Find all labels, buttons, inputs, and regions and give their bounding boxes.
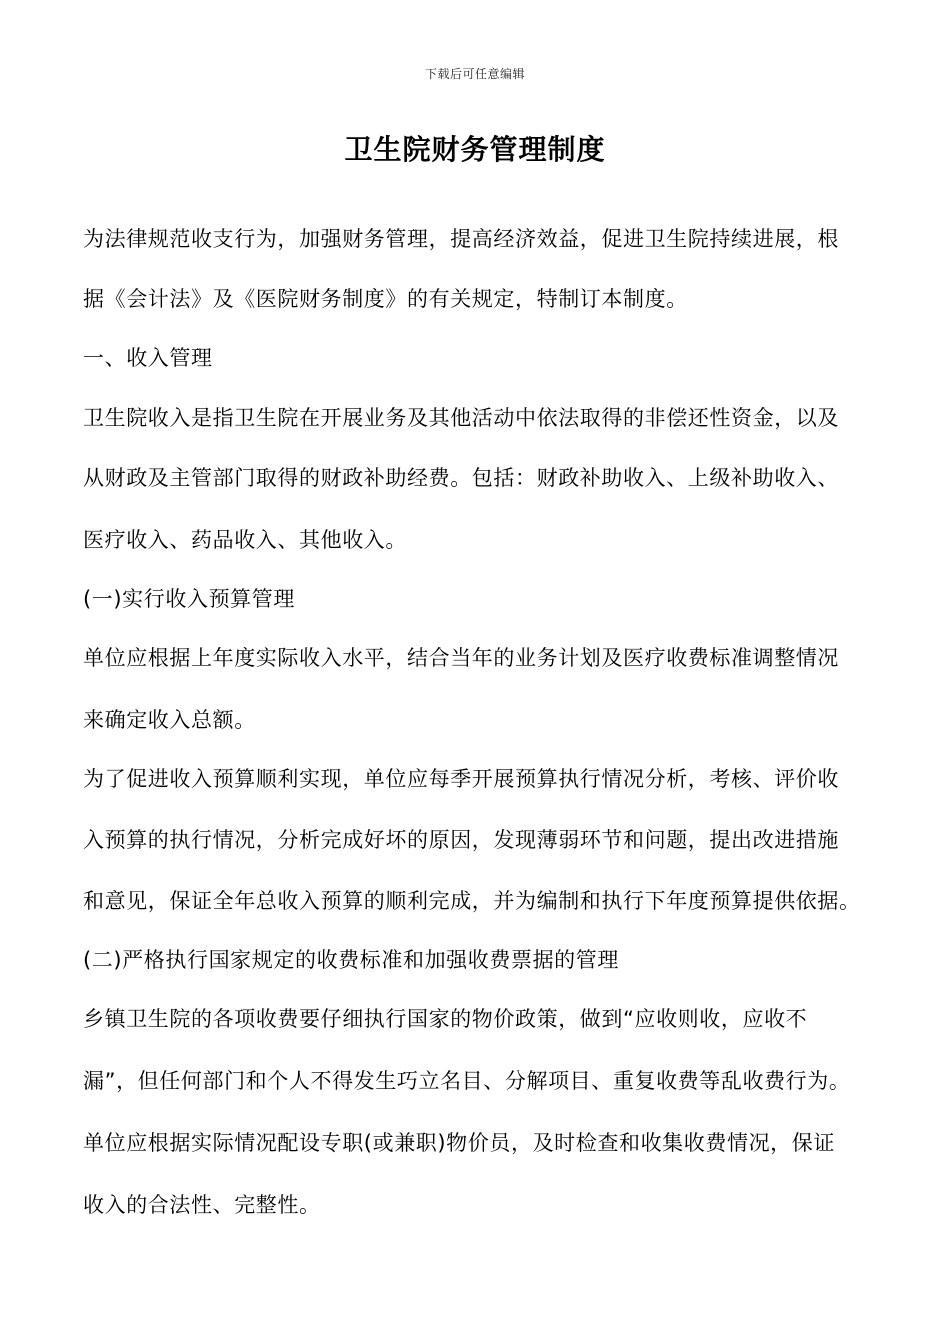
subsection-heading: (二)严格执行国家规定的收费标准和加强收费票据的管理 xyxy=(83,948,619,972)
paragraph-line: 为法律规范收支行为，加强财务管理，提高经济效益，促进卫生院持续进展，根 xyxy=(83,227,839,251)
paragraph-line: 乡镇卫生院的各项收费要仔细执行国家的物价政策，做到“应收则收，应收不 xyxy=(83,1007,808,1031)
paragraph-line: 单位应根据实际情况配设专职(或兼职)物价员，及时检查和收集收费情况，保证 xyxy=(83,1131,835,1155)
subsection-heading: (一)实行收入预算管理 xyxy=(83,587,295,611)
paragraph-line: 和意见，保证全年总收入预算的顺利完成，并为编制和执行下年度预算提供依据。 xyxy=(83,889,861,913)
paragraph-line: 为了促进收入预算顺利实现，单位应每季开展预算执行情况分析，考核、评价收 xyxy=(83,767,839,791)
document-title: 卫生院财务管理制度 xyxy=(344,133,606,166)
paragraph-line: 单位应根据上年度实际收入水平，结合当年的业务计划及医疗收费标准调整情况 xyxy=(83,646,839,670)
section-heading: 一、收入管理 xyxy=(83,346,213,370)
paragraph-line: 据《会计法》及《医院财务制度》的有关规定，特制订本制度。 xyxy=(83,287,688,311)
paragraph-line: 来确定收入总额。 xyxy=(83,708,256,732)
paragraph-line: 漏”，但任何部门和个人不得发生巧立名目、分解项目、重复收费等乱收费行为。 xyxy=(83,1069,851,1093)
paragraph-line: 从财政及主管部门取得的财政补助经费。包括：财政补助收入、上级补助收入、 xyxy=(83,466,839,490)
paragraph-line: 收入的合法性、完整性。 xyxy=(83,1193,321,1217)
header-note: 下载后可任意编辑 xyxy=(424,67,525,81)
paragraph-line: 卫生院收入是指卫生院在开展业务及其他活动中依法取得的非偿还性资金，以及 xyxy=(83,406,839,430)
paragraph-line: 医疗收入、药品收入、其他收入。 xyxy=(83,528,407,552)
paragraph-line: 入预算的执行情况，分析完成好坏的原因，发现薄弱环节和问题，提出改进措施 xyxy=(83,828,839,852)
